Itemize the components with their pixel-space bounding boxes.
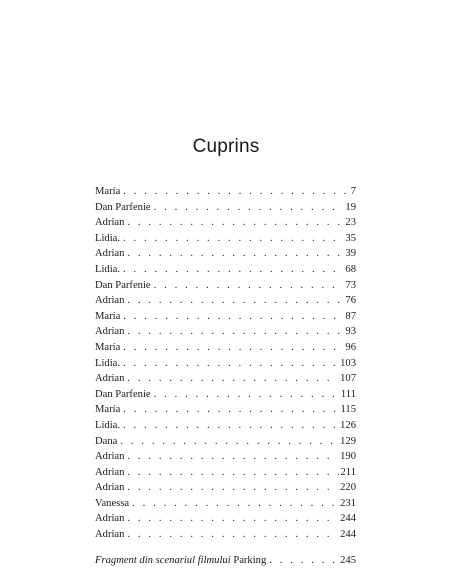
toc-entry-title: María [95, 310, 121, 322]
dot-leader [127, 246, 343, 262]
toc-entry-page: 244 [340, 529, 356, 541]
dot-leader [269, 553, 338, 569]
toc-entry-page: 68 [345, 263, 356, 275]
dot-leader [154, 200, 344, 216]
toc-entry [95, 184, 356, 200]
page-title: Cuprins [192, 136, 260, 157]
toc-entry [95, 387, 356, 403]
toc-entry-title: Dan Parfenie [95, 388, 151, 400]
toc-entry-page: 220 [340, 482, 356, 494]
toc-entry [95, 434, 356, 450]
toc-entry-page: 87 [345, 310, 356, 322]
fragment-upright-text: Parking [233, 554, 267, 566]
toc-entry [95, 340, 356, 356]
dot-leader [123, 231, 343, 247]
dot-leader [123, 340, 343, 356]
toc-entry-page: 73 [345, 279, 356, 291]
dot-leader [123, 184, 348, 200]
toc-entry [95, 309, 356, 325]
toc-entry [95, 449, 356, 465]
toc-entry [95, 231, 356, 247]
toc-entry-fragment [95, 553, 356, 569]
toc-entry-title: Adrian [95, 373, 125, 385]
dot-leader [127, 449, 338, 465]
toc-entry [95, 465, 356, 481]
toc-entry-page: 129 [340, 435, 356, 447]
toc-entry-page: 93 [345, 326, 356, 338]
toc-entry [95, 371, 356, 387]
toc-entry-title: Adrian [95, 217, 125, 229]
dot-leader [127, 480, 338, 496]
dot-leader [120, 434, 338, 450]
toc-entry-title: Vanessa [95, 497, 130, 509]
toc-entry-title: Adrian [95, 513, 125, 525]
toc-entry-title: María [95, 404, 121, 416]
toc-entry-page: 244 [340, 513, 356, 525]
dot-leader [154, 387, 339, 403]
toc-entry-page: 19 [345, 201, 356, 213]
dot-leader [123, 309, 343, 325]
toc-entry [95, 496, 356, 512]
toc-entry-page: 23 [345, 217, 356, 229]
toc-entry-title: Adrian [95, 248, 125, 260]
toc-entry-title: Adrian [95, 466, 125, 478]
fragment-italic-text: Fragment din scenariul filmului [95, 554, 231, 566]
toc-entry-title: Lidia. [95, 232, 121, 244]
toc-entry-page: 7 [350, 186, 356, 197]
toc-entry-title: Lidia. [95, 419, 121, 431]
toc-entry-page: 190 [340, 451, 356, 463]
table-of-contents [95, 184, 356, 568]
toc-entry [95, 418, 356, 434]
toc-entry [95, 480, 356, 496]
dot-leader [127, 371, 338, 387]
dot-leader [132, 496, 338, 512]
toc-entry [95, 511, 356, 527]
toc-entry [95, 527, 356, 543]
dot-leader [123, 262, 343, 278]
toc-entry-page: 115 [340, 404, 356, 416]
toc-entry [95, 324, 356, 340]
toc-entry-page: 103 [340, 357, 356, 369]
toc-entry-title: María [95, 341, 121, 353]
toc-entry-page: 107 [340, 373, 356, 385]
toc-entry-title: Dan Parfenie [95, 279, 151, 291]
dot-leader [127, 527, 338, 543]
toc-entry-page: 39 [345, 248, 356, 260]
dot-leader [127, 511, 338, 527]
toc-entry-page: 35 [345, 232, 356, 244]
toc-entry-title: Dan Parfenie [95, 201, 151, 213]
toc-entry-title: Adrian [95, 451, 125, 463]
toc-entry-title: Adrian [95, 529, 125, 541]
toc-entry-page: 96 [345, 341, 356, 353]
toc-entry-page: 76 [345, 295, 356, 307]
toc-entry [95, 293, 356, 309]
dot-leader [123, 418, 338, 434]
toc-entry [95, 262, 356, 278]
dot-leader [127, 215, 343, 231]
dot-leader [127, 465, 338, 481]
toc-entry-title: Adrian [95, 482, 125, 494]
toc-entry-page: 245 [340, 554, 356, 566]
toc-entry-title: Adrian [95, 295, 125, 307]
dot-leader [123, 402, 338, 418]
toc-entry-title [95, 553, 269, 569]
dot-leader [123, 356, 338, 372]
toc-entry-title: Dana [95, 435, 118, 447]
toc-entry-page: 111 [340, 388, 356, 400]
toc-entry [95, 215, 356, 231]
dot-leader [127, 293, 343, 309]
toc-entry-title: María [95, 186, 121, 197]
toc-entry [95, 402, 356, 418]
dot-leader [154, 278, 344, 294]
toc-entry-page: 231 [340, 497, 356, 509]
toc-entry-title: Adrian [95, 326, 125, 338]
toc-entry-title: Lidia. [95, 357, 121, 369]
toc-entry [95, 246, 356, 262]
toc-entry-page: 126 [340, 419, 356, 431]
dot-leader [127, 324, 343, 340]
toc-entry [95, 278, 356, 294]
toc-entry [95, 200, 356, 216]
toc-entry [95, 356, 356, 372]
toc-entry-page: 211 [340, 466, 356, 478]
toc-entry-title: Lidia. [95, 263, 121, 275]
